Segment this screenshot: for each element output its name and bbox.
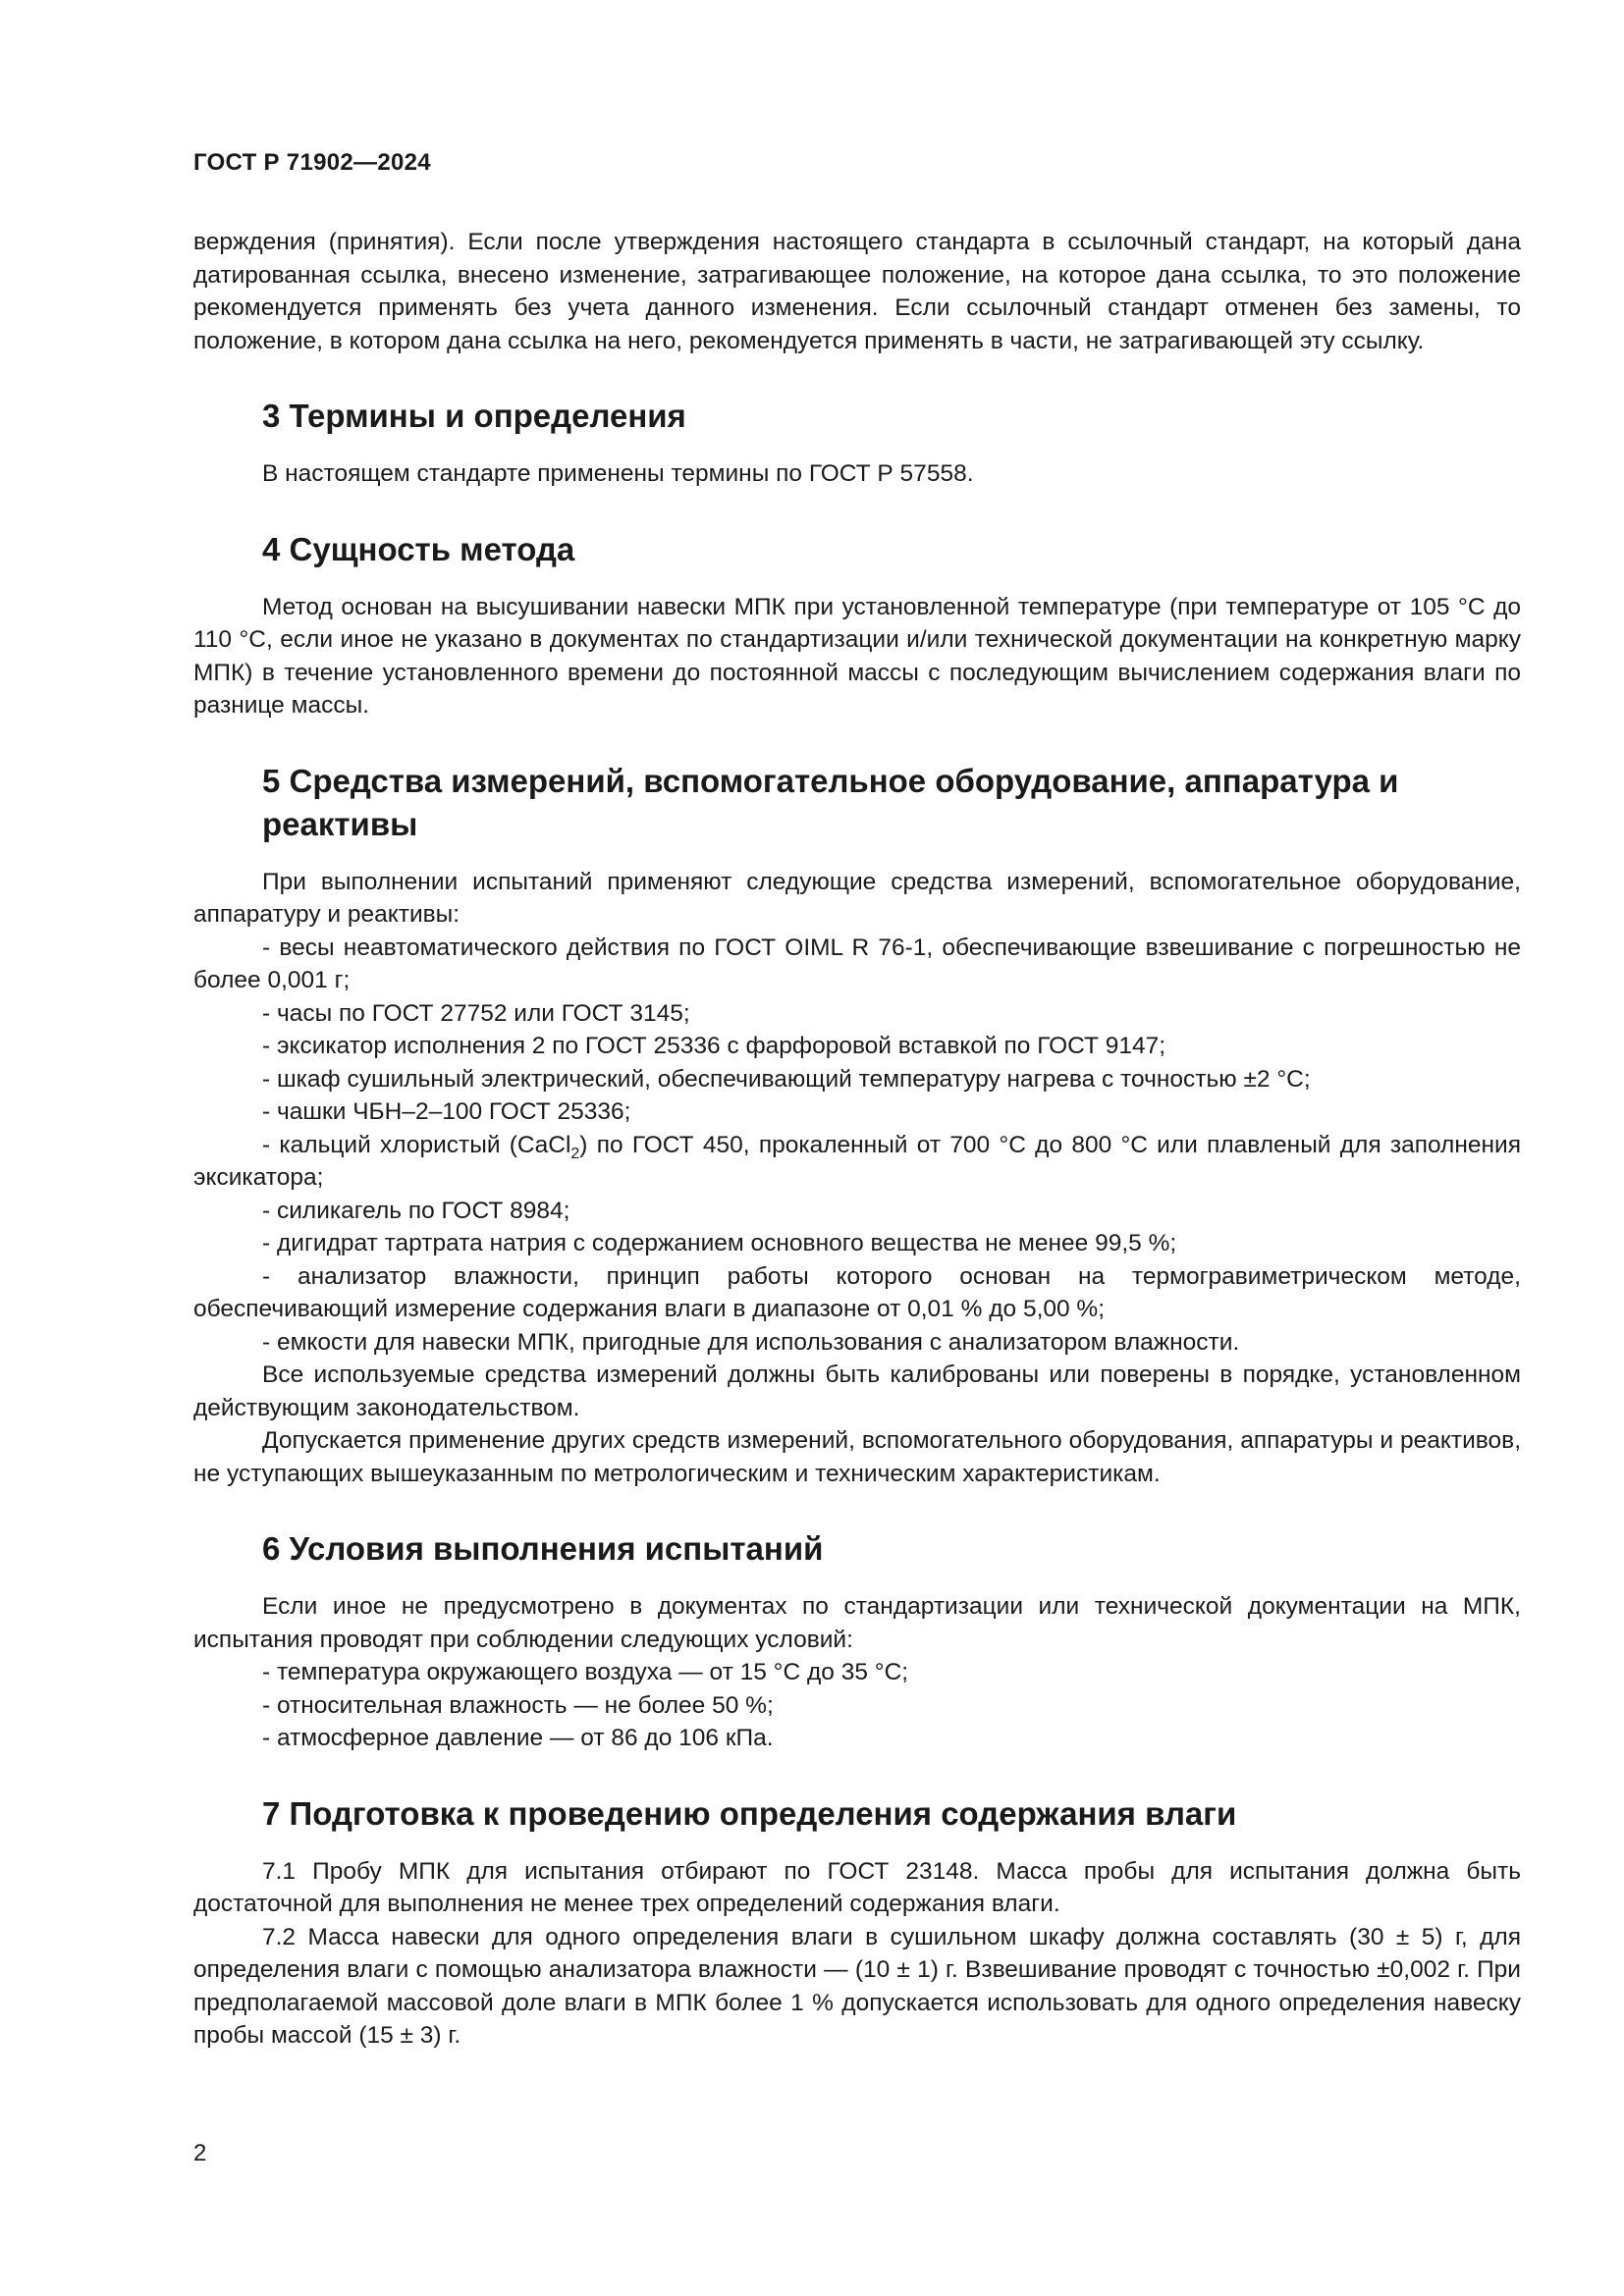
section-5-note-calibration: Все используемые средства измерений должны быть калиброваны или поверены в порядке, установленном действующим законодательством. bbox=[193, 1362, 1521, 1421]
list-item: - анализатор влажности, принцип работы которого основан на термогравиметрическом методе, обеспечивающий измерение содержания влаги в диапазоне от 0,01 % до 5,00 %; bbox=[193, 1262, 1521, 1322]
list-item: - часы по ГОСТ 27752 или ГОСТ 3145; bbox=[262, 999, 690, 1027]
section-7-2-text: 7.2 Масса навески для одного определения влаги в сушильном шкафу должна составлять (30 ± 5) г, для определения влаги с помощью анализатора влажности — (10 ± 1) г. Взвешивание проводят с точностью ±0,002 г. При предполагаемой массовой доле влаги в МПК более 1 % допускается использовать для одного определения навеску пробы массой (15 ± 3) г. bbox=[193, 1923, 1521, 2049]
list-item: - емкости для навески МПК, пригодные для использования с анализатором влажности. bbox=[262, 1328, 1240, 1356]
page-number: 2 bbox=[193, 2140, 207, 2166]
cacl-text-a: - кальций хлористый (CaCl bbox=[262, 1131, 571, 1158]
cacl-text-b: ) по ГОСТ 450, прокаленный от 700 °С до 800 °С или плавленый для заполнения эксикатора; bbox=[193, 1131, 1521, 1191]
section-6-lead: Если иное не предусмотрено в документах по стандартизации или технической документации на МПК, испытания проводят при соблюдении следующих условий: bbox=[193, 1593, 1521, 1653]
list-item: - атмосферное давление — от 86 до 106 кПа. bbox=[262, 1725, 774, 1751]
section-7-title: 7 Подготовка к проведению определения содержания влаги bbox=[262, 1794, 1237, 1832]
section-7-1-text: 7.1 Пробу МПК для испытания отбирают по ГОСТ 23148. Масса пробы для испытания должна быть достаточной для выполнения не менее трех определений содержания влаги. bbox=[193, 1857, 1521, 1917]
list-item: - силикагель по ГОСТ 8984; bbox=[262, 1197, 570, 1224]
list-item: - температура окружающего воздуха — от 15 °С до 35 °С; bbox=[262, 1659, 909, 1685]
cacl-subscript: 2 bbox=[570, 1145, 580, 1162]
list-item: - эксикатор исполнения 2 по ГОСТ 25336 с фарфоровой вставкой по ГОСТ 9147; bbox=[262, 1033, 1166, 1059]
intro-paragraph: верждения (принятия). Если после утверждения настоящего стандарта в ссылочный стандарт, на который дана датированная ссылка, внесено изменение, затрагивающее положение, на которое дана ссылка, то это положение рекомендуется применять без учета данного изменения. Если ссылочный стандарт отменен без замены, то положение, в котором дана ссылка на него, рекомендуется применять в части, не затрагивающей эту ссылку. bbox=[193, 229, 1521, 354]
section-4-title: 4 Сущность метода bbox=[262, 530, 575, 567]
section-5-note-alternatives: Допускается применение других средств измерений, вспомогательного оборудования, аппаратуры и реактивов, не уступающих вышеуказанным по метрологическим и техническим характеристикам. bbox=[193, 1427, 1521, 1487]
section-6-title: 6 Условия выполнения испытаний bbox=[262, 1530, 824, 1567]
section-4-text: Метод основан на высушивании навески МПК при установленной температуре (при температуре от 105 °С до 110 °С, если иное не указано в документах по стандартизации и/или технической документации на конкретную марку МПК) в течение установленного времени до постоянной массы с последующим вычислением содержания влаги по разнице массы. bbox=[193, 593, 1521, 719]
list-item: - весы неавтоматического действия по ГОСТ OIML R 76-1, обеспечивающие взвешивание с погрешностью не более 0,001 г; bbox=[193, 934, 1521, 993]
section-5-title: 5 Средства измерений, вспомогательное оборудование, аппаратура и реактивы bbox=[262, 762, 1399, 842]
list-item: - шкаф сушильный электрический, обеспечивающий температуру нагрева с точностью ±2 °С; bbox=[262, 1065, 1311, 1093]
list-item: - дигидрат тартрата натрия с содержанием основного вещества не менее 99,5 %; bbox=[262, 1230, 1177, 1256]
document-body bbox=[193, 226, 1521, 2053]
list-item: - чашки ЧБН–2–100 ГОСТ 25336; bbox=[262, 1098, 631, 1125]
list-item: - относительная влажность — не более 50 %; bbox=[262, 1691, 774, 1719]
section-5-lead: При выполнении испытаний применяют следующие средства измерений, вспомогательное оборудование, аппаратуру и реактивы: bbox=[193, 868, 1521, 928]
document-code-header: ГОСТ Р 71902—2024 bbox=[193, 149, 431, 176]
list-item-calcium-chloride bbox=[193, 1129, 1521, 1195]
section-3-title: 3 Термины и определения bbox=[262, 398, 686, 434]
section-3-text: В настоящем стандарте применены термины по ГОСТ Р 57558. bbox=[262, 460, 974, 487]
